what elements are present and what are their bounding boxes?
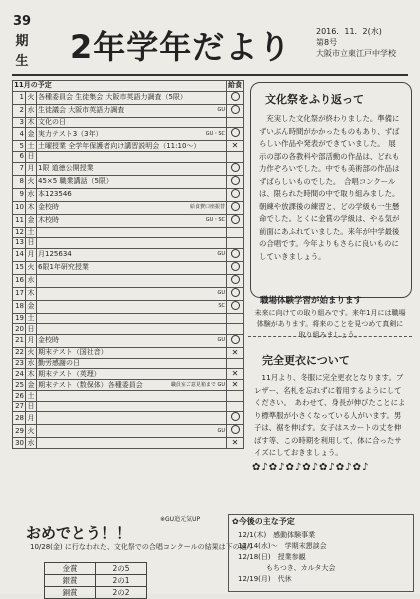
- event-text: [37, 369, 227, 380]
- work-experience-body: 未来に向けての取り組みです。来年1月には職場体験があります。将来のことを見つめて真剣に取り組みましょう。: [254, 309, 406, 339]
- generation-char-2: 生: [15, 54, 29, 69]
- day-number: 7: [13, 162, 26, 175]
- lunch-mark: [227, 347, 244, 358]
- event-text: [37, 91, 227, 104]
- cross-icon: ✕: [231, 141, 239, 151]
- lunch-header: 給食: [228, 81, 242, 90]
- circle-icon: [231, 412, 240, 421]
- day-of-week: 水: [26, 104, 37, 117]
- event-extra: 給食費口座振替: [189, 204, 225, 211]
- event-text: [37, 334, 227, 347]
- day-number: 30: [13, 438, 26, 449]
- circle-icon: [231, 215, 240, 224]
- schedule-row: [13, 412, 244, 425]
- day-of-week: 月: [26, 162, 37, 175]
- day-number: 14: [13, 248, 26, 261]
- lunch-mark: [227, 227, 244, 238]
- day-of-week: 金: [26, 300, 37, 313]
- lunch-mark: [227, 201, 244, 214]
- lunch-mark: [227, 141, 244, 152]
- award-label: 銀賞: [45, 575, 96, 587]
- day-of-week: 土: [27, 314, 35, 322]
- event-extra: GU: [217, 337, 225, 344]
- generation-number: 39: [12, 14, 32, 29]
- cross-icon: ✕: [231, 438, 239, 448]
- event-extra: 職員室ご意見箱まで GU: [170, 381, 225, 388]
- school-name: 大阪市立東江戸中学校: [316, 49, 396, 58]
- award-label: 銅賞: [45, 587, 96, 599]
- day-number: 8: [13, 175, 26, 188]
- day-number: 18: [13, 300, 26, 313]
- day-number: 11: [13, 214, 26, 227]
- day-of-week: 水: [26, 188, 37, 201]
- event-label: 6限1年研究授業: [38, 263, 89, 272]
- event-text: [37, 391, 227, 402]
- award-row: [45, 587, 147, 599]
- decoration-border: ✿♪✿♪✿♪✿♪✿♪✿♪✿♪: [252, 462, 370, 473]
- congrats-body: 10/28(金) に行なわれた、文化祭での合唱コンクールの結果は下の通り: [30, 543, 254, 551]
- event-extra: GU: [217, 251, 225, 258]
- event-label: 木校時: [38, 216, 59, 225]
- cross-icon: ✕: [231, 380, 239, 390]
- schedule-row: [13, 287, 244, 300]
- circle-icon: [231, 335, 240, 344]
- schedule-row: [13, 261, 244, 274]
- schedule-row: [13, 238, 244, 249]
- day-number: 12: [13, 227, 26, 238]
- lunch-mark: [227, 91, 244, 104]
- lunch-mark: [227, 334, 244, 347]
- day-number: 26: [13, 391, 26, 402]
- event-text: [37, 261, 227, 274]
- lunch-mark: [227, 214, 244, 227]
- day-of-week: 土: [27, 141, 35, 150]
- circle-icon: [231, 249, 240, 258]
- day-of-week: 日: [27, 324, 35, 333]
- lunch-mark: [227, 188, 244, 201]
- lunch-mark: [227, 425, 244, 438]
- event-text: [37, 141, 227, 152]
- day-number: 3: [13, 117, 26, 128]
- event-extra: GU: [217, 427, 225, 434]
- lunch-mark: [227, 175, 244, 188]
- award-class: 2の1: [96, 575, 147, 587]
- lunch-mark: [227, 300, 244, 313]
- upcoming-list: [238, 530, 335, 585]
- lunch-mark: [227, 313, 244, 324]
- day-number: 20: [13, 324, 26, 335]
- event-text: [37, 347, 227, 358]
- cross-icon: ✕: [231, 369, 239, 379]
- circle-icon: [231, 163, 240, 172]
- schedule-row: [13, 152, 244, 163]
- schedule-row: [13, 201, 244, 214]
- event-label: 期末テスト（国社音）: [38, 348, 108, 357]
- event-label: 本123546: [38, 190, 72, 199]
- day-number: 27: [13, 401, 26, 412]
- event-label: 文化の日: [38, 117, 66, 126]
- day-of-week: 水: [26, 274, 37, 287]
- day-number: 15: [13, 261, 26, 274]
- event-extra: SC: [218, 303, 225, 310]
- lunch-mark: [227, 117, 244, 128]
- upcoming-item: 12/14(水)～ 学期末懇談会: [238, 542, 327, 550]
- schedule-note: ※GU追元気UP: [160, 516, 201, 523]
- lunch-mark: [227, 128, 244, 141]
- schedule-row: [13, 313, 244, 324]
- event-label: 1限 道徳公開授業: [38, 164, 94, 173]
- event-text: [37, 438, 227, 449]
- section-divider: [248, 336, 412, 337]
- uniform-heading: 完全更衣について: [262, 354, 350, 367]
- circle-icon: [231, 105, 240, 114]
- day-of-week: 日: [27, 238, 35, 247]
- header-divider: [12, 74, 408, 76]
- event-label: 月125634: [38, 250, 72, 259]
- day-of-week: 木: [26, 201, 37, 214]
- festival-section: [250, 82, 412, 298]
- event-label: 金校時: [38, 336, 59, 345]
- lunch-mark: [227, 238, 244, 249]
- uniform-body: 11月より、冬服に完全更衣となります。ブレザー、名札を忘れずに着用するようにしてください。 あわせて、身長が伸びたことにより標準服が小さくなっている人がいます。男子は、裾を伸ばす。女子はスカートの丈を伸ばす等、この時期を利用して、体に合ったサイズにしておきましょう。: [254, 373, 406, 457]
- lunch-mark: [227, 261, 244, 274]
- event-label: 期末テスト（英理）: [38, 369, 101, 378]
- lunch-mark: [227, 358, 244, 369]
- day-number: 13: [13, 238, 26, 249]
- circle-icon: [231, 275, 240, 284]
- circle-icon: [231, 425, 240, 434]
- event-text: [37, 380, 227, 391]
- day-of-week: 火: [27, 348, 35, 357]
- event-text: [37, 152, 227, 163]
- day-of-week: 土: [27, 227, 35, 236]
- lunch-mark: [227, 104, 244, 117]
- event-label: 生徒議会 大阪市英語力調査: [38, 106, 125, 115]
- lunch-mark: [227, 412, 244, 425]
- day-number: 2: [13, 104, 26, 117]
- event-text: [37, 425, 227, 438]
- lunch-mark: [227, 369, 244, 380]
- event-text: [37, 128, 227, 141]
- award-table: [44, 562, 147, 599]
- circle-icon: [231, 301, 240, 310]
- event-text: [37, 324, 227, 335]
- day-number: 6: [13, 152, 26, 163]
- event-extra: GU・SC: [205, 217, 225, 224]
- circle-icon: [231, 189, 240, 198]
- day-of-week: 木: [27, 117, 35, 126]
- upcoming-heading: ✿今後の主な予定: [232, 517, 295, 526]
- day-of-week: 金: [26, 214, 37, 227]
- upcoming-item: 12/19(月) 代休: [238, 575, 292, 583]
- award-row: [45, 563, 147, 575]
- schedule-row: [13, 391, 244, 402]
- event-extra: GU・SC: [205, 130, 225, 137]
- event-text: [37, 214, 227, 227]
- event-text: [37, 401, 227, 412]
- day-of-week: 日: [27, 402, 35, 411]
- schedule-row: [13, 425, 244, 438]
- award-class: 2の5: [96, 563, 147, 575]
- day-of-week: 木: [27, 369, 35, 378]
- lunch-mark: [227, 324, 244, 335]
- event-label: 期末テスト（数保体）各種委員会: [38, 380, 143, 389]
- schedule-row: [13, 117, 244, 128]
- event-label: 実力テスト3（3年）: [38, 129, 103, 138]
- schedule-row: [13, 175, 244, 188]
- schedule-title: 11月の予定: [13, 81, 227, 92]
- award-class: 2の2: [96, 587, 147, 599]
- upcoming-item: 12/18(日) 授業参観: [238, 553, 306, 561]
- day-number: 21: [13, 334, 26, 347]
- schedule-row: [13, 188, 244, 201]
- event-text: [37, 117, 227, 128]
- schedule-row: [13, 438, 244, 449]
- event-text: [37, 358, 227, 369]
- event-text: [37, 412, 227, 425]
- schedule-row: [13, 227, 244, 238]
- day-number: 25: [13, 380, 26, 391]
- day-of-week: 金: [27, 380, 35, 389]
- event-text: [37, 238, 227, 249]
- award-label: 金賞: [45, 563, 96, 575]
- congrats-heading: おめでとう！！: [26, 524, 132, 542]
- day-of-week: 木: [26, 287, 37, 300]
- schedule-row: [13, 214, 244, 227]
- schedule-row: [13, 300, 244, 313]
- event-text: [37, 313, 227, 324]
- event-text: [37, 162, 227, 175]
- event-label: 金校時: [38, 203, 59, 212]
- schedule-row: [13, 334, 244, 347]
- event-text: [37, 287, 227, 300]
- circle-icon: [231, 92, 240, 101]
- lunch-mark: [227, 248, 244, 261]
- event-label: 各種委員会 生徒集会 大阪市英語力調査（5限）: [38, 93, 187, 102]
- schedule-row: [13, 248, 244, 261]
- festival-body: 充実した文化祭が終わりました。準備にずいぶん時間がかかったものもあり、ずばらしい作品や発表ができていました。 展示の部の各教科や部活動の作品は、どれも力作ぞろいでした。中でも美術部の作品はずばらしいものでした。 合唱コンクールは、限られた時間の中で取り組みました。朝練や放課後の練習と、どの学級も一生懸命でした。とくに金賞の学級は、やる気が前面にあふれていました。来年が中学最後の合唱です。今年よりもさらに良いものにしていきましょう。: [259, 114, 400, 261]
- upcoming-item: 12/1(木) 感動体験事業: [238, 531, 316, 539]
- day-number: 23: [13, 358, 26, 369]
- monthly-schedule-table: [12, 80, 244, 449]
- generation-char-1: 期: [15, 34, 29, 49]
- page-title: 2年学年だより: [70, 28, 292, 66]
- day-number: 19: [13, 313, 26, 324]
- day-number: 16: [13, 274, 26, 287]
- lunch-mark: [227, 438, 244, 449]
- day-of-week: 火: [26, 425, 37, 438]
- event-text: [37, 104, 227, 117]
- lunch-mark: [227, 274, 244, 287]
- day-number: 5: [13, 141, 26, 152]
- event-label: 勤労感謝の日: [38, 359, 80, 368]
- event-text: [37, 201, 227, 214]
- circle-icon: [231, 288, 240, 297]
- day-number: 28: [13, 412, 26, 425]
- event-extra: GU: [217, 107, 225, 114]
- lunch-mark: [227, 380, 244, 391]
- day-of-week: 水: [27, 438, 35, 447]
- festival-heading: 文化祭をふり返って: [265, 93, 364, 106]
- circle-icon: [231, 176, 240, 185]
- day-of-week: 月: [26, 248, 37, 261]
- schedule-row: [13, 141, 244, 152]
- circle-icon: [231, 128, 240, 137]
- generation-label: [12, 12, 32, 72]
- schedule-row: [13, 369, 244, 380]
- lunch-mark: [227, 162, 244, 175]
- day-of-week: 金: [26, 128, 37, 141]
- schedule-row: [13, 380, 244, 391]
- cross-icon: ✕: [231, 347, 239, 357]
- schedule-row: [13, 162, 244, 175]
- day-number: 24: [13, 369, 26, 380]
- day-number: 9: [13, 188, 26, 201]
- day-number: 10: [13, 201, 26, 214]
- circle-icon: [231, 262, 240, 271]
- schedule-row: [13, 91, 244, 104]
- event-label: 土曜授業 全学年保護者向け講習説明会（11:10～）: [38, 141, 201, 150]
- event-text: [37, 300, 227, 313]
- event-extra: GU: [217, 290, 225, 297]
- schedule-row: [13, 324, 244, 335]
- event-text: [37, 175, 227, 188]
- day-number: 17: [13, 287, 26, 300]
- lunch-mark: [227, 287, 244, 300]
- event-text: [37, 274, 227, 287]
- day-number: 1: [13, 91, 26, 104]
- day-number: 29: [13, 425, 26, 438]
- award-row: [45, 575, 147, 587]
- work-experience-heading: 職場体験学習が始まります: [260, 296, 363, 306]
- schedule-row: [13, 104, 244, 117]
- day-of-week: 月: [26, 334, 37, 347]
- lunch-mark: [227, 152, 244, 163]
- event-text: [37, 188, 227, 201]
- day-number: 22: [13, 347, 26, 358]
- schedule-row: [13, 401, 244, 412]
- lunch-mark: [227, 401, 244, 412]
- day-of-week: 火: [26, 175, 37, 188]
- event-text: [37, 227, 227, 238]
- issue-date: 2016．11．2(水): [316, 27, 382, 36]
- day-of-week: 土: [27, 391, 35, 400]
- circle-icon: [231, 202, 240, 211]
- schedule-row: [13, 128, 244, 141]
- day-of-week: 水: [27, 359, 35, 368]
- issue-number: 第8号: [316, 38, 338, 47]
- event-label: 45×5 職業講話（5限）: [38, 177, 113, 186]
- day-number: 4: [13, 128, 26, 141]
- day-of-week: 日: [27, 152, 35, 161]
- event-text: [37, 248, 227, 261]
- lunch-mark: [227, 391, 244, 402]
- schedule-row: [13, 358, 244, 369]
- day-of-week: 火: [26, 261, 37, 274]
- schedule-row: [13, 347, 244, 358]
- upcoming-item: もちつき、カルタ大会: [238, 564, 336, 572]
- day-of-week: 火: [26, 91, 37, 104]
- day-of-week: 月: [26, 412, 37, 425]
- schedule-row: [13, 274, 244, 287]
